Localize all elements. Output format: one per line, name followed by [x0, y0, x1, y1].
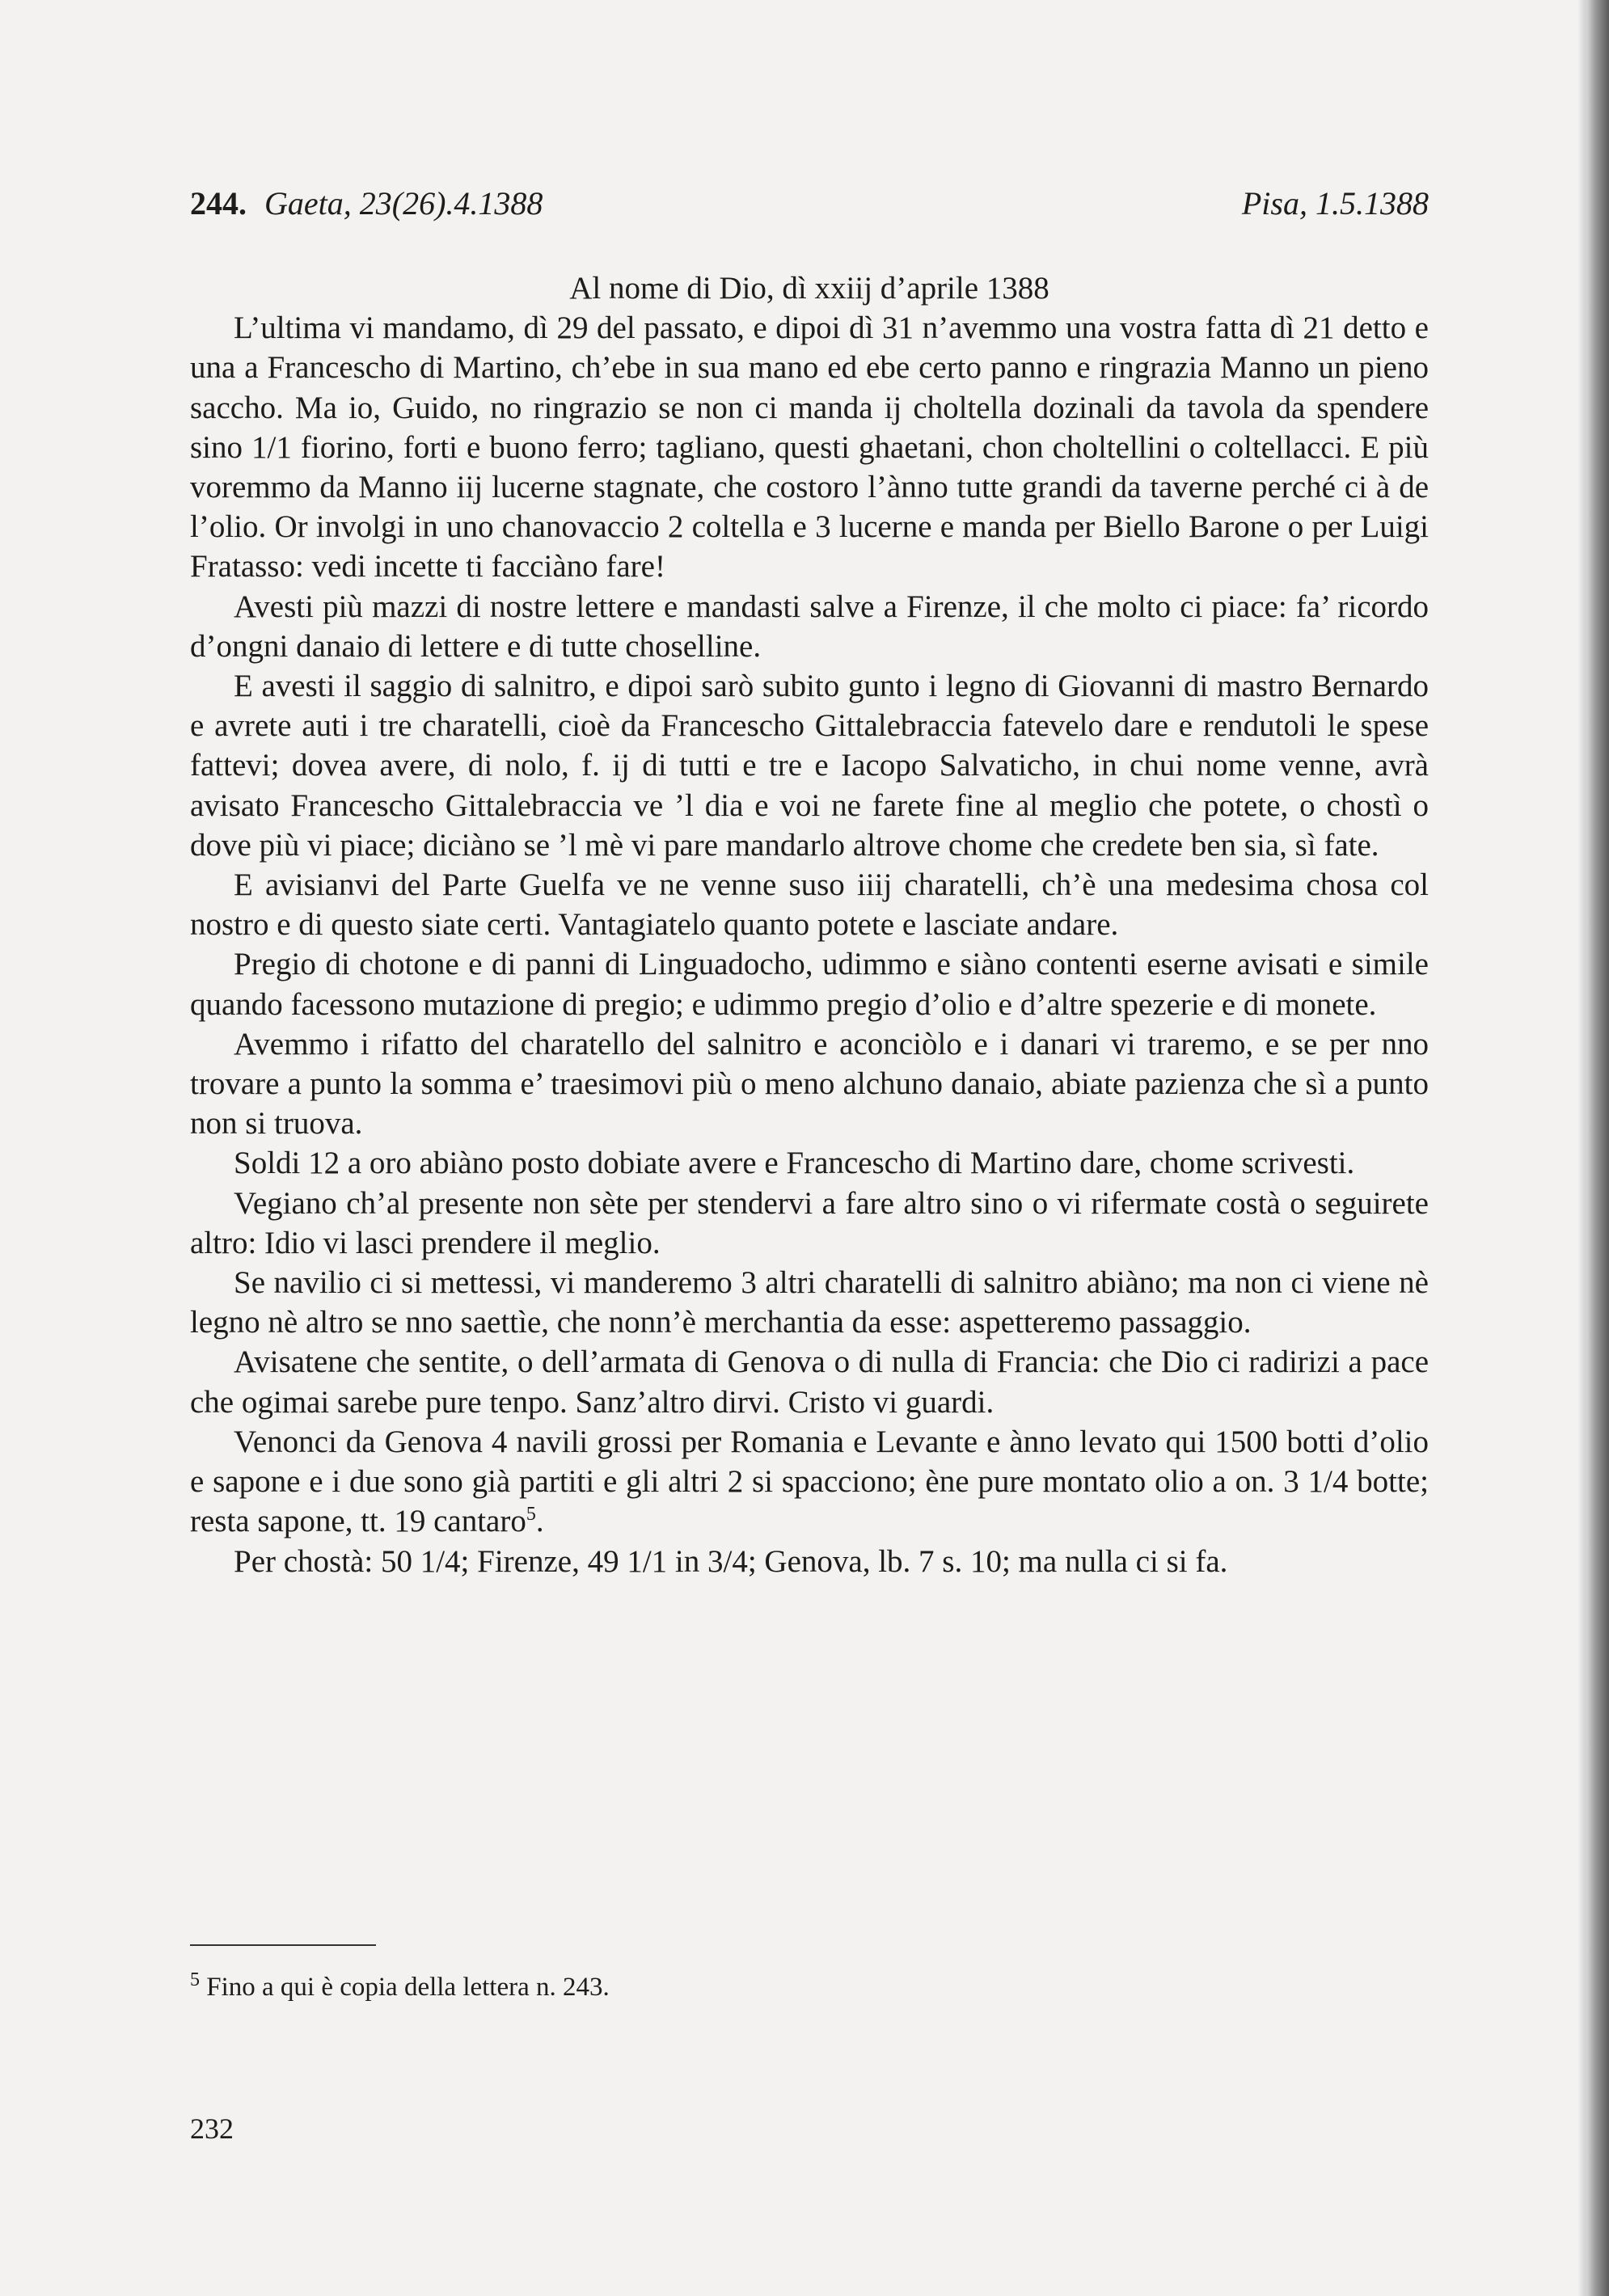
paragraph: Avesti più mazzi di nostre lettere e mandasti salve a Firenze, il che molto ci piace: fa’ ricordo d’ongni danaio di lettere e di tutte choselline.	[190, 589, 1429, 664]
paragraph: Soldi 12 a oro abiàno posto dobiate avere e Francescho di Martino dare, chome scrivesti.	[234, 1146, 1355, 1181]
letter-origin: Gaeta, 23(26).4.1388	[264, 185, 543, 222]
paragraph: Avisatene che sentite, o dell’armata di Genova o di nulla di Francia: che Dio ci radirizi a pace che ogimai sarebe pure tenpo. Sanz’altro dirvi. Cristo vi guardi.	[190, 1344, 1429, 1420]
paragraph-end: .	[535, 1504, 544, 1539]
letter-destination: Pisa, 1.5.1388	[1241, 185, 1429, 222]
footnote-divider	[190, 1944, 376, 1946]
footnote	[190, 1969, 610, 2003]
footnote-number: 5	[190, 1969, 200, 1990]
paragraph: E avesti il saggio di salnitro, e dipoi sarò subito gunto i legno di Giovanni di mastro Bernardo e avrete auti i tre charatelli, cioè da Francescho Gittalebraccia fatevelo dare e rendutoli le spese fattevi; dovea avere, di nolo, f. ij di tutti e tre e Iacopo Salvaticho, in chui nome venne, avrà avisato Francescho Gittalebraccia ve ’l dia e voi ne farete fine al meglio che potete, o chostì o dove più vi piace; diciàno se ’l mè vi pare mandarlo altrove chome che credete ben sia, sì fate.	[190, 669, 1429, 863]
letter-title: Al nome di Dio, dì xxiij d’aprile 1388	[569, 271, 1049, 306]
paragraph: Vegiano ch’al presente non sète per stendervi a fare altro sino o vi rifermate costà o seguirete altro: Idio vi lasci prendere il meglio.	[190, 1185, 1429, 1260]
letter-header	[190, 184, 1429, 225]
footnote-text: Fino a qui è copia della lettera n. 243.	[200, 1973, 610, 2002]
paragraph: Per chostà: 50 1/4; Firenze, 49 1/1 in 3/4; Genova, lb. 7 s. 10; ma nulla ci si fa.	[234, 1543, 1228, 1579]
footnote-reference: 5	[526, 1504, 536, 1526]
paragraph-text: Venonci da Genova 4 navili grossi per Romania e Levante e ànno levato qui 1500 botti d’olio e sapone e i due sono già partiti e gli altri 2 si spacciono; ène pure montato olio a on. 3 1/4 botte; resta sapone, tt. 19 cantaro	[190, 1424, 1429, 1539]
paragraph: Se navilio ci si mettessi, vi manderemo 3 altri charatelli di salnitro abiàno; ma non ci viene nè legno nè altro se nno saettìe, che nonn’è merchantia da esse: aspetteremo passaggio.	[190, 1265, 1429, 1340]
paragraph: Pregio di chotone e di panni di Linguadocho, udimmo e siàno contenti eserne avisati e simile quando facessono mutazione di pregio; e udimmo pregio d’olio e d’altre spezerie e di monete.	[190, 947, 1429, 1022]
paragraph: E avisianvi del Parte Guelfa ve ne venne suso iiij charatelli, ch’è una medesima chosa col nostro e di questo siate certi. Vantagiatelo quanto potete e lasciate andare.	[190, 867, 1429, 943]
letter-number: 244.	[190, 185, 247, 222]
paragraph: Avemmo i rifatto del charatello del salnitro e aconciòlo e i danari vi traremo, e se per nno trovare a punto la somma e’ traesimovi più o meno alchuno danaio, abiate pazienza che sì a punto non si truova.	[190, 1026, 1429, 1142]
page-edge-shadow	[1578, 0, 1586, 2296]
paragraph-with-footnote	[190, 1422, 1429, 1542]
letter-body	[190, 268, 1429, 1581]
page-number: 232	[190, 2112, 234, 2145]
book-edge	[1586, 0, 1609, 2296]
paragraph: L’ultima vi mandamo, dì 29 del passato, e dipoi dì 31 n’avemmo una vostra fatta dì 21 detto e una a Francescho di Martino, ch’ebe in sua mano ed ebe certo panno e ringrazia Manno un pieno saccho. Ma io, Guido, no ringrazio se non ci manda ij choltella dozinali da tavola da spendere sino 1/1 fiorino, forti e buono ferro; tagliano, questi ghaetani, chon choltellini o coltellacci. E più voremmo da Manno iij lucerne stagnate, che costoro l’ànno tutte grandi da taverne perché ci à de l’olio. Or involgi in uno chanovaccio 2 coltella e 3 lucerne e manda per Biello Barone o per Luigi Fratasso: vedi incette ti facciàno fare!	[190, 310, 1429, 585]
